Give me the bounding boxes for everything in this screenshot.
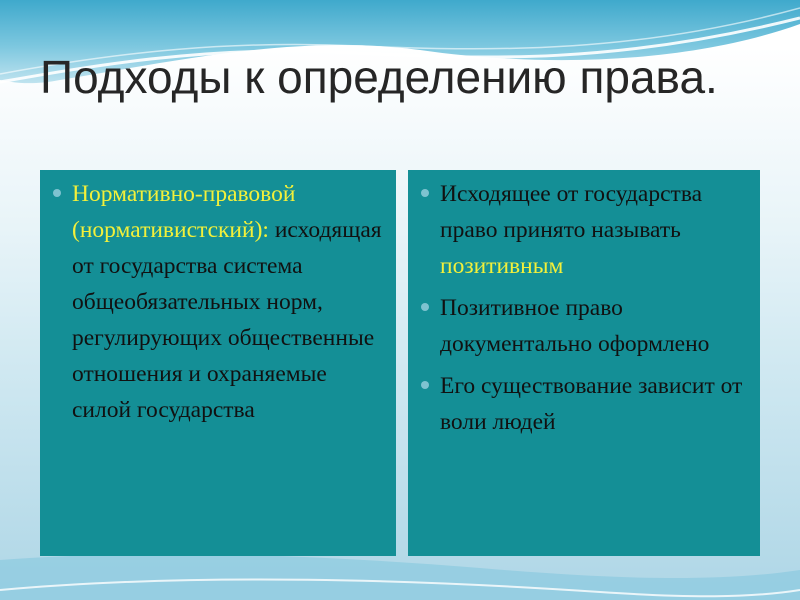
left-bullet-list — [52, 176, 390, 428]
bullet-text: Его существование зависит от воли людей — [440, 373, 743, 435]
bullet-dot-icon — [421, 189, 429, 197]
bullet-dot-icon — [421, 381, 429, 389]
list-item — [420, 368, 754, 440]
right-bullet-list — [420, 176, 754, 440]
list-item — [420, 176, 754, 284]
left-panel — [40, 170, 396, 556]
slide-title: Подходы к определению права. — [40, 51, 718, 103]
list-item — [52, 176, 390, 428]
bullet-dot-icon — [53, 189, 61, 197]
bullet-text: Позитивное право документально оформлено — [440, 295, 710, 357]
normative-approach-definition: исходящая от государства система общеобязательных норм, регулирующих общественные отношения и охраняемые силой государства — [72, 217, 382, 423]
bullet-text: Исходящее от государства право принято называть — [440, 181, 703, 243]
positive-term: позитивным — [440, 253, 564, 279]
list-item — [420, 290, 754, 362]
bullet-dot-icon — [421, 303, 429, 311]
right-panel — [408, 170, 760, 556]
normative-approach-label: Нормативно-правовой (нормативистский): — [72, 181, 296, 243]
